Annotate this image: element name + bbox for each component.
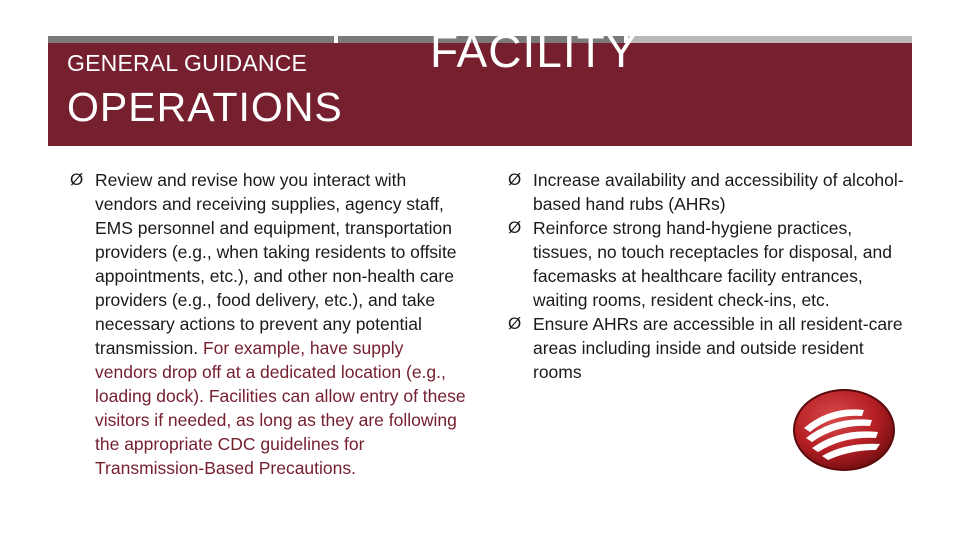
list-item [70,168,470,480]
emblem-icon [790,384,898,474]
list-item [508,312,908,384]
right-bullet-list [508,168,908,384]
bullet-text: Review and revise how you interact with vendors and receiving supplies, agency staff, EMS personnel and equipment, transportation providers (e.g., when taking residents to offsite appointments, etc.), and other non-health care providers (e.g., food delivery, etc.), and take necessary actions to prevent any potential transmission. [95,170,457,358]
left-bullet-list [70,168,470,480]
bullet-highlight-text: For example, have supply vendors drop off at a dedicated location (e.g., loading dock). Facilities can allow entry of these visitors if needed, as long as they are following the appropriate CDC guidelines for Transmission-Based Precautions. [95,338,466,478]
list-item [508,168,908,216]
slide-subtitle: GENERAL GUIDANCE [67,50,308,76]
bullet-text: Reinforce strong hand-hygiene practices, tissues, no touch receptacles for disposal, and facemasks at healthcare facility entrances, waiting rooms, resident check-ins, etc. [533,218,892,310]
arrow-bullet-icon: Ø [508,170,522,189]
bullet-text: Increase availability and accessibility of alcohol-based hand rubs (AHRs) [533,170,904,214]
slide-title-word: FACILITY [430,25,638,77]
arrow-bullet-icon: Ø [70,170,84,189]
arrow-bullet-icon: Ø [508,314,522,333]
slide-title-line2: OPERATIONS [67,84,343,130]
top-rule-left [48,36,334,43]
list-item [508,216,908,312]
bullet-text: Ensure AHRs are accessible in all resident-care areas including inside and outside resident rooms [533,314,903,382]
arrow-bullet-icon: Ø [508,218,522,237]
top-rule-right [628,36,912,43]
